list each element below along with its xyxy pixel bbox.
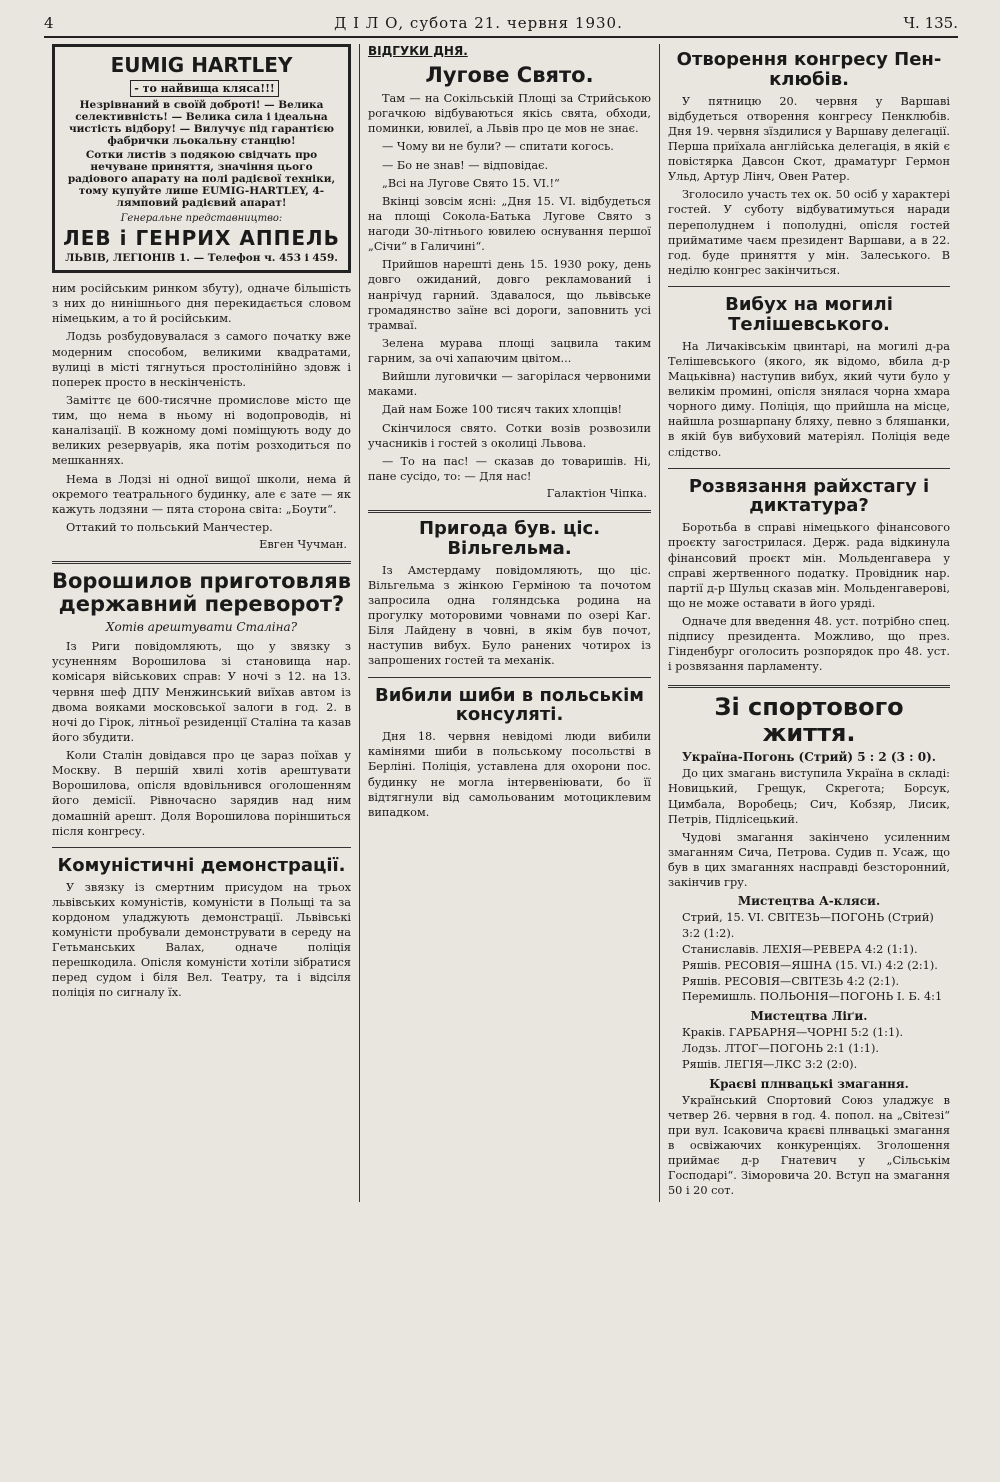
column-1 — [44, 44, 360, 1202]
ad-brand: EUMIG HARTLEY — [110, 53, 293, 77]
article-paragraph: Вийшли луговички — загорілася червоними маками. — [368, 370, 651, 399]
divider — [368, 677, 651, 678]
headline-sport: Зі спортового життя. — [714, 692, 904, 747]
ad-line: Незрівнаний в своїй доброті! — Велика селективність! — Велика сила і ідеальна чистість відбору! — Вилучує під гарантією фабрички льокальну станцію! — [68, 99, 335, 147]
article-paragraph: У пятницю 20. червня у Варшаві відбудеться отворення конгресу Пенклюбів. Дня 19. червня зїздилися у Варшаву делегації. Перша приїхала англійська делегація, в якій є повістярка Давсон Скот, драматург Гермон Ульд, Артур Лінч, Овен Ратер. — [668, 94, 950, 184]
result-line: Краків. ГАРБАРНЯ—ЧОРНІ 5:2 (1:1). — [682, 1026, 904, 1040]
article-paragraph: Коли Сталін довідався про це зараз поїхав у Москву. В першій хвилі хотів арештувати Ворошилова, опісля вдовільнився оголошенням його демісії. Рівночасно зарядив над ним домашній арешт. Доля Ворошилова поріншиться після конгресу. — [52, 749, 351, 838]
article-paragraph: Зголосило участь тех ок. 50 осіб у характері гостей. У суботу відбуватимуться наради переполуднем і пополудні, опісля гостей прийматиме чаєм президент Варшави, а в 22. год. буде приняття у мін. Залеського. В неділю конгрес закінчиться. — [668, 188, 950, 277]
divider — [368, 510, 651, 513]
result-line: Ряшів. ЛЕГІЯ—ЛКС 3:2 (2:0). — [682, 1057, 858, 1071]
issue-number: Ч. 135. — [903, 14, 958, 32]
divider — [668, 286, 950, 287]
ad-line: Сотки листів з подякою свідчать про нечуване приняття, значіння цього радіового апарату на полі радієвої техніки, тому купуйте лише EUMIG-HARTLEY, 4-лямповий радієвий апарат! — [67, 149, 336, 209]
ad-firm: ЛЕВ і ГЕНРИХ АППЕЛЬ — [63, 226, 340, 250]
divider — [52, 847, 351, 848]
article-signature: Евген Чучман. — [259, 538, 347, 551]
masthead-title: Д І Л О, субота 21. червня 1930. — [334, 14, 623, 32]
article-paragraph: Український Спортовий Союз уладжує в четвер 26. червня в год. 4. попол. на „Світезі“ при вул. Ісаковича краєві плнвацькі змагання в освіжаючих конкуренціях. Зголошення приймає д-р Гнатевич у „Сільськім Господарі“. Зіморовича 20. Вступ на змагання 50 і 20 сот. — [668, 1093, 950, 1198]
article-paragraph: Скінчилося свято. Сотки возів розвозили учасників і гостей з околиці Львова. — [368, 421, 651, 450]
article-paragraph: — Чому ви не були? — спитати когось. — [382, 140, 614, 154]
article-paragraph: Лодзь розбудовувалася з самого початку вже модерним способом, великими квадратами, вулиці в місті тягнуться простолінійно здовж і поперек просто в нескінченість. — [52, 330, 351, 389]
article-paragraph: Із Амстердаму повідомляють, що ціс. Вільгельма з жінкою Герміною та почотом запросила одна голяндська родина на прогулку моторовими човнами по озері Каг. Біля Лайдену в човні, в якім був почот, наступив вибух. Було ранених чотирох із запрошених гостей та механік. — [368, 563, 651, 668]
article-paragraph: Чудові змагання закінчено усиленним змаганням Сича, Петрова. Судив п. Усаж, що був в цих змаганнях насправді безсторонний, закінчив гру. — [668, 830, 950, 890]
result-line: Ряшів. РЕСОВІЯ—ЯШНА (15. VI.) 4:2 (2:1). — [682, 958, 938, 972]
article-paragraph: Прийшов нарешті день 15. 1930 року, день довго ожиданий, довго рекламований і нанрічуд гарний. Здавалося, що львівське громадянство заїне всі дороги, заповнить усі трамваї. — [368, 258, 651, 332]
article-paragraph: У звязку із смертним присудом на трьох львівських комуністів, комуністи в Польщі та за кордоном уладжують демонстрації. Львівські комуністи пробували демонструвати в середу на Гетьманських Валах, одначе поліція перешкодила. Опісля комуністи хотіли зібратися перед судом і біля Вел. Театру, та і відсіля поліція по сигналу їх. — [52, 880, 351, 1000]
column-2 — [360, 44, 660, 1202]
article-signature: Галактіон Чіпка. — [546, 487, 647, 501]
headline-pen-club: Отворення конгресу Пен-клюбів. — [676, 49, 942, 90]
ad-address: ЛЬВІВ, ЛЕГІОНІВ 1. — Телефон ч. 453 і 459. — [65, 252, 338, 264]
columns — [44, 44, 958, 1202]
divider — [668, 468, 950, 469]
article-paragraph: Боротьба в справі німецького фінансового проєкту загострилася. Держ. рада відкинула фінансовий проєкт мін. Мольденгавера у справі жертвенного податку. Провідник нар. партії д-р Шульц сказав мін. Мольденгаверові, що не може оставати в його уряді. — [668, 521, 950, 610]
headline-consulate: Вибили шиби в польськім консуляті. — [375, 684, 644, 726]
page-number: 4 — [44, 14, 54, 32]
headline-wilhelm: Пригода був. ціс. Вільгельма. — [418, 518, 601, 559]
ad-rep: Генеральне представництво: — [120, 213, 283, 224]
article-paragraph: Вкінці зовсім ясні: „Дня 15. VI. відбудеться на площі Сокола-Батька Лугове Свято з нагоди 30-літнього ювилею оснування першої „Січи“ в Галичині“. — [368, 194, 651, 254]
article-paragraph: ним російським ринком збуту), одначе більшість з них до нинішнього дня перекидається словом німецьким, а то й російським. — [52, 282, 351, 326]
article-paragraph: Із Риги повідомляють, що у звязку з усуненням Ворошилова зі становища нар. комісаря військових справ: У ночі з 12. на 13. червня шеф ДПУ Менжинський виїхав автом із двома вояками московської залоги в год. 2. в ночі до Гірок, літньої резиденції Сталіна та казав його збудити. — [52, 640, 351, 744]
article-paragraph: — Бо не знав! — відповідає. — [382, 158, 549, 172]
article-paragraph: На Личаківськім цвинтарі, на могилі д-ра Телішевського (якого, як відомо, вбила д-р Мацьківна) наступив вибух, який чути було у великім промині, опісля знялася чорна хмара чорного диму. Поліція, що прийшла на місце, найшла розшарпану бляху, певно з бляшанки, в якій був вибуховий матеріял. Поліція веде слідство. — [668, 339, 950, 459]
result-line: Станиславів. ЛЕХІЯ—РЕВЕРА 4:2 (1:1). — [682, 942, 918, 956]
article-paragraph: Оттакий то польський Манчестер. — [66, 520, 273, 534]
divider — [52, 561, 351, 564]
article-paragraph: Одначе для введення 48. уст. потрібно спец. підпису президента. Можливо, що през. Гінденбург оголосить розпорядок про 48. уст. і розвязання парламенту. — [668, 615, 950, 674]
match-title: Україна-Погонь (Стрий) 5 : 2 (3 : 0). — [682, 750, 936, 765]
headline-voroshilov: Ворошилов приготовляв державний переворот? — [52, 569, 352, 617]
category-a-class: Мистецтва А-кляси. — [737, 894, 881, 909]
article-paragraph: — То на пас! — сказав до товаришів. Ні, пане сусідо, то: — Для нас! — [368, 454, 651, 483]
article-lodz — [52, 281, 351, 551]
article-paragraph: Там — на Сокільській Площі за Стрийською рогачкою відбуваються якісь свята, обходи, поминки, ювилеї, а Львів про це мов не знає. — [368, 92, 651, 136]
article-paragraph: Зелена мурава площі зацвила таким гарним, за очі хапаючим цвітом... — [368, 336, 651, 366]
result-line: Лодзь. ЛТОГ—ПОГОНЬ 2:1 (1:1). — [682, 1042, 879, 1055]
category-league: Мистецтва Ліґи. — [750, 1009, 868, 1024]
article-paragraph: Дня 18. червня невідомі люди вибили камінями шиби в польському посольстві в Берліні. Поліція, уставлена для охорони пос. будинку не могла інтервеніювати, бо її відтягнули від самольованим мотоциклевим випадком. — [368, 730, 651, 819]
swimming-title: Краєві плнвацькі змагання. — [709, 1076, 909, 1091]
article-paragraph: Дай нам Боже 100 тисяч таких хлопців! — [382, 403, 623, 417]
divider — [668, 685, 950, 688]
article-paragraph: „Всі на Лугове Свято 15. VI.!“ — [382, 176, 560, 190]
headline-grave-explosion: Вибух на могилі Телішевського. — [725, 294, 893, 335]
result-line: Перемишль. ПОЛЬОНІЯ—ПОГОНЬ І. Б. 4:1 — [682, 990, 943, 1004]
result-line: Ряшів. РЕСОВІЯ—СВІТЕЗЬ 4:2 (2:1). — [682, 974, 900, 988]
article-paragraph: Нема в Лодзі ні одної вищої школи, нема й окремого театрального будинку, але є зате — як кажуть лодзяни — пятa сторона світа: „Боути“. — [52, 472, 351, 516]
article-paragraph: Заміттє це 600-тисячне промислове місто ще тим, що нема в ньому ні водопроводів, ні каналізації. В кожному домі поміщують воду до великих резервуарів, яка потім розходиться по мешканнях. — [52, 393, 351, 468]
column-3 — [660, 44, 958, 1202]
headline-lugove-sviato: Лугове Свято. — [425, 63, 594, 87]
article-paragraph: До цих змагань виступила Україна в складі: Новицький, Грещук, Скрегота; Борсук, Цимбала, Воробець; Сич, Кобзяр, Лисик, Петрів, Підлісецький. — [668, 767, 950, 826]
subheadline-voroshilov: Хотів арештувати Сталіна? — [105, 620, 298, 635]
rubric-label: ВІДГУКИ ДНЯ. — [368, 44, 468, 58]
headline-reichstag: Розвязання райхстагу і диктатура? — [688, 475, 930, 517]
eumig-ad — [52, 44, 351, 273]
masthead — [44, 14, 958, 38]
ad-tag: - то найвища кляса!!! — [130, 80, 279, 97]
headline-communists: Комуністичні демонстрації. — [57, 854, 346, 876]
result-line: Стрий, 15. VI. СВІТЕЗЬ—ПОГОНЬ (Стрий) 3:2 (1:2). — [682, 911, 934, 941]
